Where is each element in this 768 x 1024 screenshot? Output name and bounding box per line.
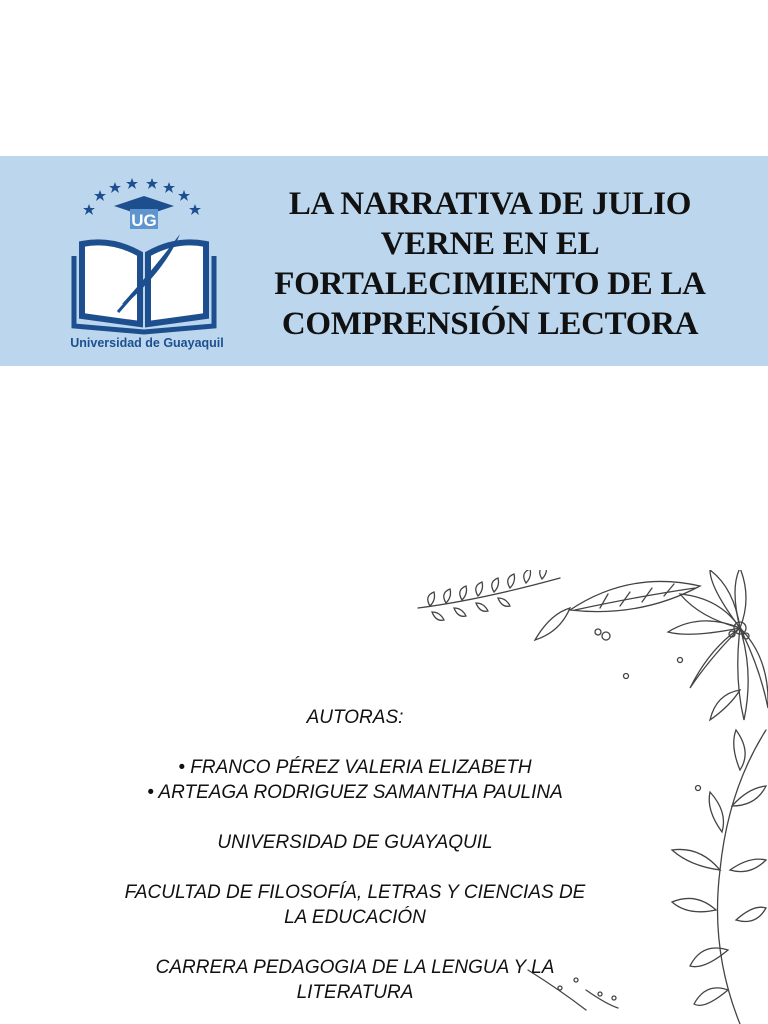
svg-text:UG: UG bbox=[131, 211, 157, 230]
faculty-line: FACULTAD DE FILOSOFÍA, LETRAS Y CIENCIAS DE bbox=[124, 882, 586, 903]
book-quill-icon bbox=[62, 176, 232, 336]
university-name: UNIVERSIDAD DE GUAYAQUIL bbox=[217, 832, 493, 853]
title-line: FORTALECIMIENTO DE LA bbox=[274, 266, 706, 302]
author-item: • ARTEAGA RODRIGUEZ SAMANTHA PAULINA bbox=[147, 782, 563, 803]
page-title bbox=[270, 184, 710, 344]
logo-text: Universidad de Guayaquil bbox=[70, 336, 224, 350]
title-line: COMPRENSIÓN LECTORA bbox=[281, 306, 699, 342]
career-line: CARRERA PEDAGOGIA DE LA LENGUA Y LA bbox=[155, 957, 555, 978]
career-line: LITERATURA bbox=[296, 982, 414, 1003]
faculty-line: LA EDUCACIÓN bbox=[284, 907, 426, 928]
title-line: LA NARRATIVA DE JULIO bbox=[288, 186, 692, 222]
authors-heading: AUTORAS: bbox=[306, 707, 404, 728]
header-banner bbox=[0, 156, 768, 366]
university-logo bbox=[62, 176, 232, 356]
document-info bbox=[80, 705, 630, 1005]
author-item: • FRANCO PÉREZ VALERIA ELIZABETH bbox=[178, 757, 532, 778]
title-line: VERNE EN EL bbox=[380, 226, 600, 262]
